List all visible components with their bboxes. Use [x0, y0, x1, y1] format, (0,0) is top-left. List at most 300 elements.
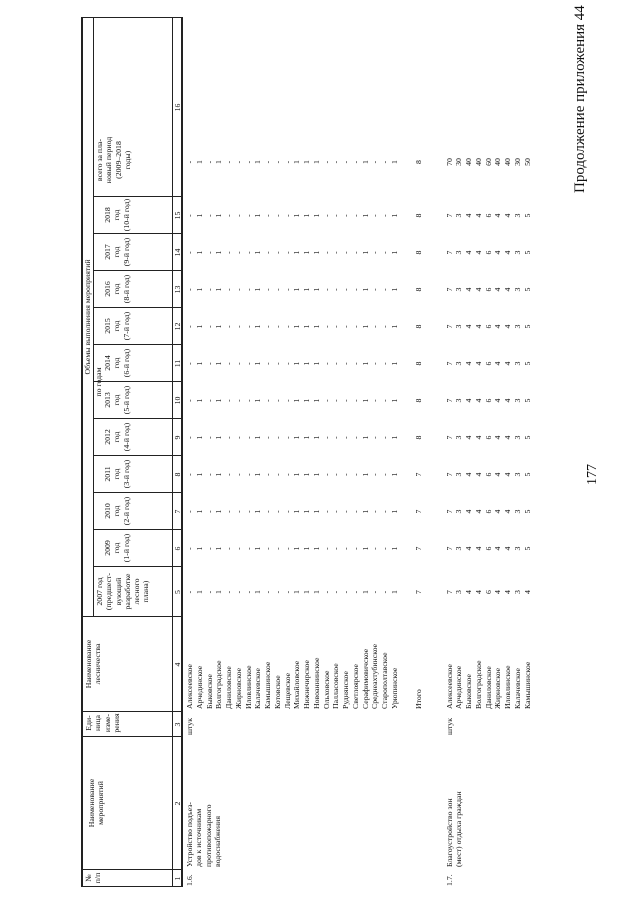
table-cell: - — [331, 547, 341, 550]
table-cell: - — [350, 473, 360, 476]
table-cell: - — [263, 473, 272, 476]
total-cell: 8 — [413, 213, 423, 218]
table-cell: - — [380, 510, 389, 513]
table-cell: 1 — [311, 324, 321, 329]
table-cell: - — [204, 547, 214, 550]
table-cell: 1 — [253, 590, 263, 594]
table-cell: 1 — [360, 250, 370, 255]
header-year-2014 — [103, 345, 131, 381]
table-cell: 4 — [464, 287, 473, 292]
column-number: 16 — [172, 103, 182, 112]
table-cell: 5 — [522, 213, 532, 218]
table-cell: - — [243, 214, 253, 217]
header-base-year-line: лесного — [132, 578, 142, 605]
table-cell: - — [224, 325, 233, 328]
table-cell: - — [370, 436, 380, 439]
header-base-year — [95, 567, 151, 616]
table-cell: - — [243, 399, 253, 402]
table-cell: - — [331, 251, 341, 254]
table-cell: 1 — [292, 361, 302, 366]
table-cell: 1 — [253, 509, 263, 514]
table-cell: - — [263, 399, 272, 402]
table-cell: 4 — [464, 361, 473, 366]
forestry-name: Быковское — [464, 674, 473, 709]
table-cell: 1 — [389, 213, 399, 218]
header-year-line: (10-й год) — [121, 198, 131, 232]
forestry-name: Жирновское — [233, 667, 243, 709]
table-cell: - — [185, 214, 194, 217]
header-year-2015 — [103, 308, 131, 344]
table-cell: 4 — [464, 546, 473, 551]
header-year-line: 2018 — [103, 207, 112, 223]
table-cell: 1 — [194, 546, 204, 551]
table-cell: - — [204, 362, 214, 365]
table-cell: 1 — [360, 213, 370, 218]
section-unit: штук — [185, 718, 194, 735]
table-cell: 4 — [473, 250, 483, 255]
table-cell: - — [185, 325, 194, 328]
table-cell: - — [263, 436, 272, 439]
table-cell: 4 — [503, 472, 512, 477]
table-cell: 4 — [493, 213, 503, 218]
table-cell: - — [224, 590, 233, 594]
table-cell: 5 — [522, 361, 532, 366]
header-year-line: год — [112, 505, 122, 517]
table-cell: - — [233, 160, 243, 164]
table-cell: - — [321, 473, 331, 476]
section-number: 1.6. — [185, 874, 194, 886]
table-cell: - — [331, 590, 341, 594]
table-cell: 7 — [444, 509, 454, 514]
table-cell: 4 — [464, 435, 473, 440]
table-cell: 4 — [473, 590, 483, 594]
table-cell: - — [272, 362, 282, 365]
header-year-line: год — [112, 542, 122, 554]
table-cell: 4 — [493, 361, 503, 366]
table-cell: - — [224, 288, 233, 291]
forestry-name: Ольховское — [321, 670, 331, 709]
table-cell: 40 — [473, 158, 483, 166]
total-cell: 7 — [413, 509, 423, 514]
table-cell: - — [350, 214, 360, 217]
forestry-name: Жирновское — [493, 667, 503, 709]
header-year-line: год — [112, 283, 122, 295]
table-cell: - — [321, 288, 331, 291]
forestry-name: Лещевское — [282, 672, 292, 709]
table-cell: 4 — [493, 287, 503, 292]
table-cell: - — [185, 251, 194, 254]
table-cell: 1 — [253, 435, 263, 440]
table-cell: 1 — [311, 472, 321, 477]
table-cell: 1 — [253, 160, 263, 164]
table-cell: 3 — [454, 509, 464, 514]
table-cell: - — [282, 160, 292, 164]
table-cell: 4 — [493, 398, 503, 403]
table-cell: - — [204, 590, 214, 594]
table-cell: 6 — [483, 509, 493, 514]
forestry-name: Светлоярское — [350, 664, 360, 709]
forestry-name: Котовское — [272, 675, 282, 709]
table-cell: - — [224, 399, 233, 402]
table-cell: 4 — [503, 509, 512, 514]
column-number: 9 — [172, 435, 182, 440]
table-cell: 4 — [493, 435, 503, 440]
table-cell: - — [224, 362, 233, 365]
table-cell: 4 — [503, 435, 512, 440]
header-total-line: (2009–2018 — [113, 141, 123, 179]
table-cell: 4 — [473, 509, 483, 514]
table-cell: 1 — [311, 509, 321, 514]
table-cell: 1 — [311, 160, 321, 164]
table-cell: - — [233, 590, 243, 594]
table-cell: - — [331, 362, 341, 365]
header-year-line: (9-й год) — [121, 237, 131, 267]
header-year-2010 — [103, 493, 131, 529]
forestry-name: Руднянское — [341, 671, 350, 709]
table-cell: - — [350, 251, 360, 254]
total-cell: 8 — [413, 324, 423, 329]
table-cell: - — [341, 547, 350, 550]
table-cell: - — [341, 251, 350, 254]
table-cell: 1 — [194, 287, 204, 292]
header-year-2018 — [103, 197, 131, 233]
column-number: 12 — [172, 322, 182, 331]
table-cell: - — [380, 251, 389, 254]
forestry-name: Камышинское — [522, 661, 532, 709]
table-cell: 4 — [473, 398, 483, 403]
table-cell: 1 — [253, 250, 263, 255]
header-year-line: год — [112, 394, 122, 406]
table-cell: 1 — [214, 472, 224, 477]
table-cell: 1 — [389, 361, 399, 366]
table-cell: - — [233, 399, 243, 402]
table-cell: 1 — [292, 472, 302, 477]
table-cell: - — [380, 590, 389, 594]
table-cell: 1 — [360, 361, 370, 366]
table-cell: 3 — [512, 361, 522, 366]
table-cell: 5 — [522, 250, 532, 255]
table-cell: 3 — [454, 546, 464, 551]
header-year-2013 — [103, 382, 131, 418]
table-cell: - — [370, 510, 380, 513]
table-cell: 1 — [194, 361, 204, 366]
header-year-line: год — [112, 320, 122, 332]
table-cell: 1 — [194, 324, 204, 329]
table-cell: - — [185, 399, 194, 402]
forestry-name: Алексеевское — [444, 664, 454, 709]
table-cell: 6 — [483, 472, 493, 477]
table-cell: 4 — [464, 590, 473, 594]
header-num: № п/п — [84, 872, 103, 884]
table-cell: 1 — [302, 361, 311, 366]
table-cell: 1 — [214, 287, 224, 292]
header-year-2016 — [103, 271, 131, 307]
table-cell: - — [380, 436, 389, 439]
table-cell: - — [185, 436, 194, 439]
table-cell: 6 — [483, 590, 493, 594]
table-cell: - — [370, 473, 380, 476]
table-cell: - — [185, 510, 194, 513]
table-cell: 1 — [253, 213, 263, 218]
table-cell: 3 — [454, 398, 464, 403]
table-cell: - — [282, 362, 292, 365]
table-cell: 40 — [503, 158, 512, 166]
column-number: 15 — [172, 211, 182, 220]
table-cell: 1 — [194, 509, 204, 514]
table-cell: 4 — [493, 324, 503, 329]
table-cell: - — [185, 288, 194, 291]
table-cell: - — [243, 362, 253, 365]
table-cell: - — [272, 399, 282, 402]
table-cell: - — [380, 288, 389, 291]
table-cell: - — [224, 547, 233, 550]
forestry-name: Нижнечирское — [302, 660, 311, 709]
table-cell: 4 — [493, 250, 503, 255]
table-cell: - — [204, 399, 214, 402]
table-cell: - — [341, 436, 350, 439]
table-cell: - — [185, 547, 194, 550]
header-year-line: 2014 — [103, 355, 112, 371]
section-name-line: Благоустройство зон — [444, 798, 454, 867]
table-cell: 6 — [483, 287, 493, 292]
table-cell: - — [243, 325, 253, 328]
header-year-line: (1-й год) — [121, 533, 131, 563]
table-cell: 1 — [360, 287, 370, 292]
header-year-line: (6-й год) — [121, 348, 131, 378]
table-cell: 6 — [483, 546, 493, 551]
forestry-name: Старополтавское — [380, 652, 389, 709]
table-cell: - — [321, 214, 331, 217]
total-label: Итого — [413, 689, 423, 709]
section-name-line: Устройство подъез- — [185, 802, 194, 867]
table-cell: 1 — [360, 590, 370, 594]
table-cell: 1 — [253, 398, 263, 403]
table-cell: - — [380, 399, 389, 402]
header-base-year-line: плана) — [141, 580, 151, 603]
table-cell: - — [282, 399, 292, 402]
table-cell: 1 — [389, 546, 399, 551]
table-cell: 6 — [483, 435, 493, 440]
table-cell: - — [272, 510, 282, 513]
header-year-line: 2017 — [103, 244, 112, 260]
header-activity: Наименование мероприятий — [87, 778, 106, 828]
forestry-name: Даниловское — [483, 666, 493, 709]
table-cell: - — [233, 251, 243, 254]
header-year-line: год — [112, 209, 122, 221]
table-cell: 4 — [493, 509, 503, 514]
table-cell: 4 — [503, 361, 512, 366]
forestry-name: Урюпинское — [389, 667, 399, 709]
header-year-line: (7-й год) — [121, 311, 131, 341]
header-base-year-line: (предшест- — [104, 572, 114, 611]
table-cell: 4 — [473, 435, 483, 440]
table-cell: - — [370, 251, 380, 254]
table-cell: 1 — [292, 398, 302, 403]
total-cell: 7 — [413, 546, 423, 551]
total-cell: 8 — [413, 398, 423, 403]
section-name — [445, 791, 464, 867]
table-cell: - — [272, 288, 282, 291]
page-number: 177 — [585, 464, 600, 485]
table-cell: - — [282, 251, 292, 254]
table-cell: - — [331, 436, 341, 439]
column-number: 10 — [172, 396, 182, 405]
table-cell: - — [350, 436, 360, 439]
table-cell: 30 — [454, 158, 464, 166]
table-cell: - — [263, 362, 272, 365]
table-cell: - — [331, 325, 341, 328]
table-cell: - — [204, 436, 214, 439]
header-forestry: Наименование лесничества — [84, 639, 103, 689]
table-cell: 6 — [483, 250, 493, 255]
table-cell: - — [185, 362, 194, 365]
table-cell: 4 — [464, 213, 473, 218]
table-cell: 7 — [444, 324, 454, 329]
header-base-year-line: вующий — [113, 577, 123, 606]
table-cell: 7 — [444, 398, 454, 403]
table-cell: 1 — [292, 324, 302, 329]
table-cell: - — [321, 160, 331, 164]
table-cell: - — [243, 251, 253, 254]
table-cell: - — [321, 436, 331, 439]
forestry-name: Волгоградское — [473, 660, 483, 709]
table-cell: 1 — [311, 250, 321, 255]
table-cell: 4 — [464, 472, 473, 477]
table-cell: - — [350, 547, 360, 550]
table-cell: - — [233, 473, 243, 476]
table-cell: - — [263, 325, 272, 328]
table-cell: - — [282, 510, 292, 513]
column-number: 3 — [172, 722, 182, 727]
table-cell: - — [185, 473, 194, 476]
table-cell: 1 — [292, 213, 302, 218]
table-cell: - — [204, 473, 214, 476]
table-cell: 1 — [292, 590, 302, 594]
table-cell: - — [243, 547, 253, 550]
table-cell: 6 — [483, 361, 493, 366]
column-number: 4 — [172, 662, 182, 667]
table-cell: 4 — [464, 398, 473, 403]
table-cell: - — [282, 214, 292, 217]
table-cell: 1 — [360, 546, 370, 551]
table-cell: - — [272, 590, 282, 594]
table-cell: 1 — [389, 435, 399, 440]
table-cell: 1 — [302, 472, 311, 477]
section-number: 1.7. — [444, 874, 454, 886]
table-cell: 3 — [512, 472, 522, 477]
table-cell: 1 — [360, 472, 370, 477]
table-cell: 1 — [214, 435, 224, 440]
table-cell: - — [350, 325, 360, 328]
table-cell: 1 — [253, 361, 263, 366]
section-name-line: дов к источникам — [194, 808, 204, 867]
header-year-line: год — [112, 431, 122, 443]
table-cell: - — [341, 214, 350, 217]
table-cell: - — [204, 160, 214, 164]
column-number: 6 — [172, 546, 182, 551]
table-cell: 1 — [302, 398, 311, 403]
forestry-name: Быковское — [204, 674, 214, 709]
table-cell: 3 — [454, 287, 464, 292]
table-cell: - — [204, 510, 214, 513]
table-cell: - — [321, 510, 331, 513]
table-cell: 70 — [444, 158, 454, 166]
table-cell: - — [282, 547, 292, 550]
table-cell: - — [321, 399, 331, 402]
table-cell: - — [331, 510, 341, 513]
table-cell: - — [341, 288, 350, 291]
forestry-name: Михайловское — [292, 660, 302, 709]
table-cell: 4 — [503, 590, 512, 594]
table-cell: 1 — [311, 361, 321, 366]
table-cell: 4 — [473, 213, 483, 218]
table-cell: 1 — [292, 435, 302, 440]
table-cell: 4 — [503, 398, 512, 403]
table-cell: - — [341, 399, 350, 402]
column-number: 2 — [172, 801, 182, 806]
table-cell: - — [263, 590, 272, 594]
table-cell: 3 — [512, 590, 522, 594]
header-base-year-line: разработке — [122, 573, 132, 610]
table-cell: - — [233, 288, 243, 291]
table-cell: 3 — [512, 213, 522, 218]
table-cell: - — [204, 325, 214, 328]
table-cell: - — [350, 510, 360, 513]
table-cell: - — [233, 325, 243, 328]
total-cell: 7 — [413, 472, 423, 477]
total-cell: 8 — [413, 250, 423, 255]
table-cell: - — [233, 362, 243, 365]
activities-table — [81, 17, 539, 887]
table-cell: 1 — [389, 509, 399, 514]
column-number: 13 — [172, 285, 182, 294]
table-cell: 4 — [493, 472, 503, 477]
table-cell: 60 — [483, 158, 493, 166]
table-cell: - — [263, 251, 272, 254]
table-cell: 7 — [444, 213, 454, 218]
table-cell: 1 — [292, 160, 302, 164]
header-year-line: (8-й год) — [121, 274, 131, 304]
forestry-name: Среднеахтубинское — [370, 643, 380, 709]
header-year-line: год — [112, 357, 122, 369]
header-year-line: 2010 — [103, 503, 112, 519]
forestry-name: Новоаннинское — [311, 657, 321, 709]
header-year-2017 — [103, 234, 131, 270]
header-year-2012 — [103, 419, 131, 455]
table-cell: 1 — [253, 324, 263, 329]
table-cell: - — [341, 473, 350, 476]
table-cell: - — [331, 399, 341, 402]
table-cell: 1 — [311, 546, 321, 551]
table-cell: - — [233, 510, 243, 513]
table-cell: - — [331, 288, 341, 291]
table-cell: - — [282, 288, 292, 291]
table-cell: 4 — [493, 546, 503, 551]
header-by-years: по годам — [94, 367, 103, 397]
table-cell: 1 — [302, 213, 311, 218]
table-cell: - — [341, 510, 350, 513]
table-cell: 1 — [302, 509, 311, 514]
table-cell: 1 — [302, 160, 311, 164]
table-cell: - — [224, 214, 233, 217]
table-cell: 3 — [512, 509, 522, 514]
table-cell: - — [224, 160, 233, 164]
appendix-label: Продолжение приложения 44 — [572, 5, 588, 193]
header-year-line: год — [112, 246, 122, 258]
table-cell: - — [341, 362, 350, 365]
table-cell: - — [185, 590, 194, 594]
table-cell: - — [331, 160, 341, 164]
